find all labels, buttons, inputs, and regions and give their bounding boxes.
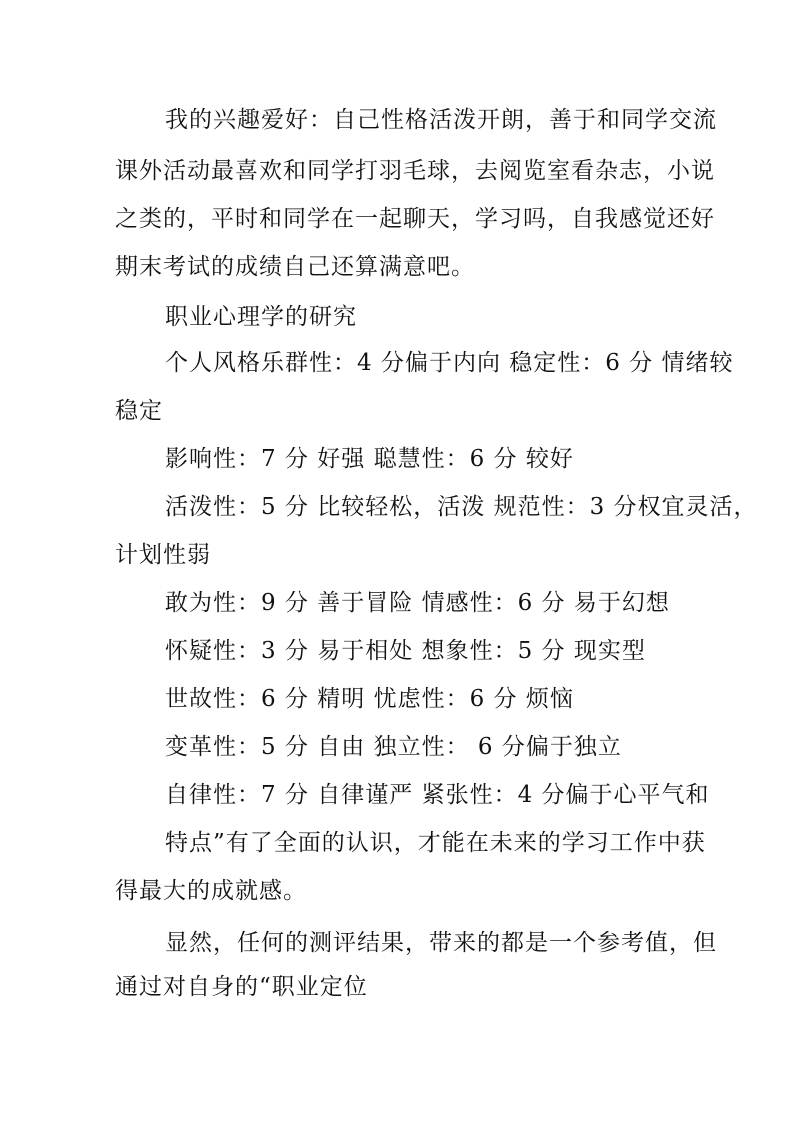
paragraph-line: 影响性：7 分 好强 聪慧性：6 分 较好	[165, 446, 574, 472]
paragraph-line: 我的兴趣爱好：自己性格活泼开朗，善于和同学交流	[165, 107, 717, 133]
paragraph-line: 敢为性：9 分 善于冒险 情感性：6 分 易于幻想	[165, 590, 670, 616]
paragraph-line: 怀疑性：3 分 易于相处 想象性：5 分 现实型	[165, 638, 646, 664]
paragraph-line: 得最大的成就感。	[115, 878, 307, 904]
paragraph-line: 个人风格乐群性：4 分偏于内向 稳定性：6 分 情绪较	[165, 350, 734, 376]
paragraph-line: 显然，任何的测评结果，带来的都是一个参考值，但	[165, 930, 717, 956]
paragraph-line: 世故性：6 分 精明 忧虑性：6 分 烦恼	[165, 686, 574, 712]
paragraph-line: 通过对自身的“职业定位	[115, 974, 368, 1000]
paragraph-line: 自律性：7 分 自律谨严 紧张性：4 分偏于心平气和	[165, 782, 710, 808]
section-heading: 职业心理学的研究	[165, 304, 357, 330]
paragraph-line: 活泼性：5 分 比较轻松，活泼 规范性：3 分权宜灵活，	[165, 494, 758, 520]
paragraph-line: 计划性弱	[115, 542, 211, 568]
paragraph-line: 之类的，平时和同学在一起聊天，学习吗，自我感觉还好	[115, 206, 715, 232]
paragraph-line: 特点”有了全面的认识，才能在未来的学习工作中获	[165, 830, 706, 856]
paragraph-line: 课外活动最喜欢和同学打羽毛球，去阅览室看杂志，小说	[115, 158, 715, 184]
paragraph-line: 稳定	[115, 398, 163, 424]
paragraph-line: 变革性：5 分 自由 独立性： 6 分偏于独立	[165, 734, 622, 760]
paragraph-line: 期末考试的成绩自己还算满意吧。	[115, 254, 475, 280]
